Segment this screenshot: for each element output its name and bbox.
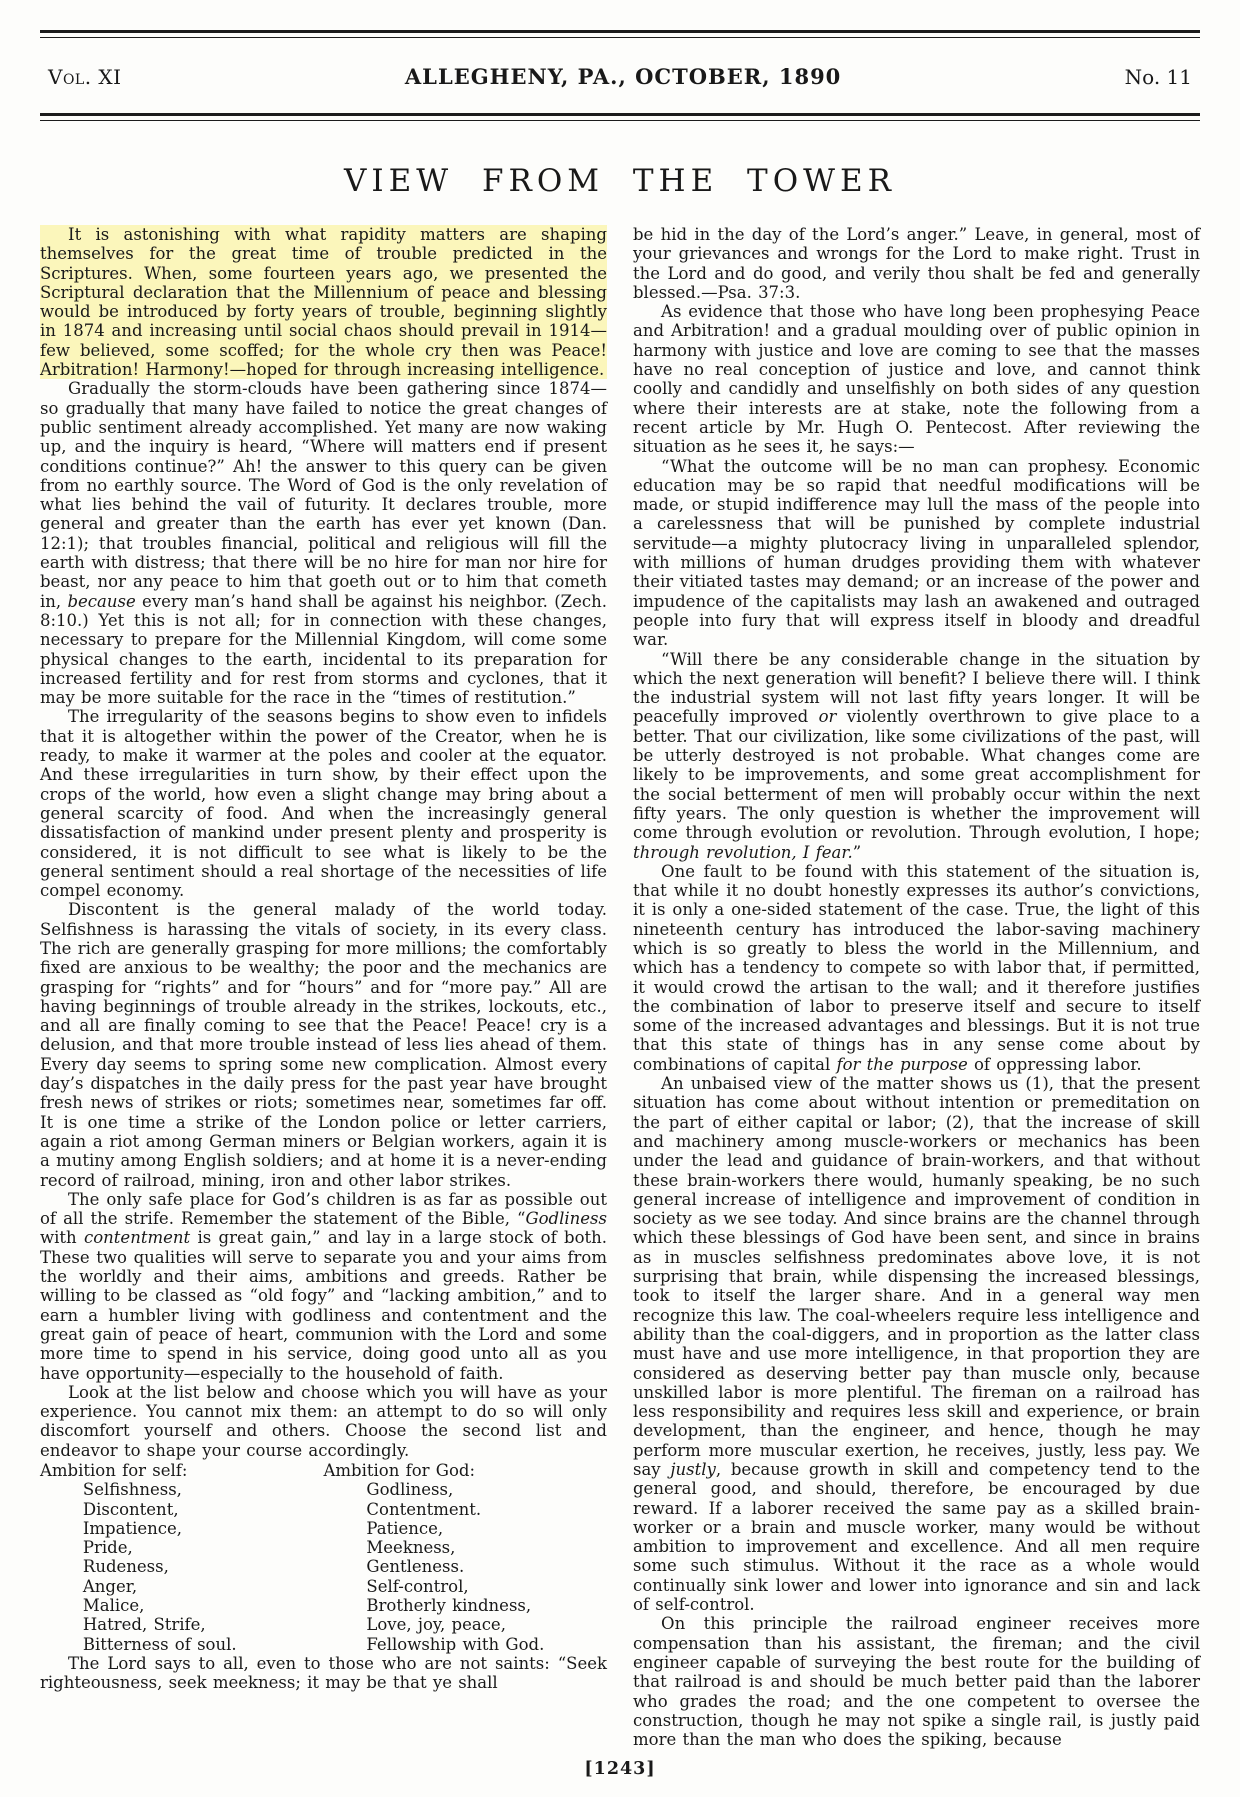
- ambition-god-item: Meekness,: [366, 1538, 456, 1558]
- page-number: [1243]: [584, 1759, 656, 1780]
- left-paragraph-4: Discontent is the general malady of the world today. Selfishness is harassing the vitals of society, in its every class. The rich are generally grasping for more millions; the comfortably fixed are anxious to be wealthy; the poor and the mechanics are grasping for “rights” and for “hours” and for “more pay.” All are having beginnings of trouble already in the strikes, lockouts, etc., and all are finally coming to see that the Peace! Peace! cry is a delusion, and that more trouble instead of less lies ahead of them. Every day seems to spring some new complication. Almost every day’s dispatches in the daily press for the past year have brought fresh news of strikes or riots; sometimes near, sometimes far off. It is one time a strike of the London police or letter carriers, again a riot among German miners or Belgian workers, again it is a mutiny among English soldiers; and at home it is a never-ending record of railroad, mining, iron and other labor strikes.: [40, 900, 607, 1190]
- left-closing-paragraph: The Lord says to all, even to those who are not saints: “Seek righteousness, seek meekness; it may be that ye shall: [40, 1653, 607, 1693]
- right-paragraph-7: On this principle the railroad engineer receives more compensation than his assistant, the fireman; and the civil engineer capable of surveying the best route for the building of that railroad is and should be much better paid than the laborer who grades the road; and the one competent to oversee the construction, though he may not spike a single rail, is justly paid more than the man who does the spiking, because: [633, 1614, 1200, 1750]
- right-column: [633, 225, 1200, 1749]
- article-columns: [40, 225, 1200, 1749]
- left-paragraph-6: Look at the list below and choose which you will have as your experience. You cannot mix them: an attempt to do so will only discomfort yourself and others. Choose the second list and endeavor to shape your course accordingly.: [40, 1382, 607, 1460]
- right-paragraph-2: As evidence that those who have long been prophesying Peace and Arbitration! and a gradual moulding over of public opinion in harmony with justice and love are coming to see that the masses have no real conception of justice and love, and cannot think coolly and candidly and unselfishly on both sides of any question where their interests are at stake, note the following from a recent article by Mr. Hugh O. Pentecost. After reviewing the situation as he sees it, he says:—: [633, 302, 1200, 457]
- ambition-god-column: [324, 1461, 608, 1654]
- ambition-self-item: Anger,: [82, 1576, 138, 1596]
- ambition-self-column: [40, 1461, 324, 1654]
- ambition-self-item: Rudeness,: [82, 1557, 169, 1577]
- ambition-god-item: Contentment.: [366, 1499, 482, 1519]
- right-paragraph-1: be hid in the day of the Lord’s anger.” Leave, in general, most of your grievances and wrongs for the Lord to make right. Trust in the Lord and do good, and verily thou shalt be fed and generally blessed.—Psa. 37:3.: [633, 225, 1200, 302]
- ambition-god-item: Brotherly kindness,: [366, 1596, 532, 1616]
- left-paragraph-2: Gradually the storm-clouds have been gathering since 1874—so gradually that many have failed to notice the great changes of public sentiment already accomplished. Yet many are now waking up, and the inquiry is heard, “Where will matters end if present conditions continue?” Ah! the answer to this query can be given from no earthly source. The Word of God is the only revelation of what lies behind the vail of futurity. It declares trouble, more general and greater than the earth has ever yet known (Dan. 12:1); that troubles financial, political and religious will fill the earth with distress; that there will be no hire for man nor hire for beast, nor any peace to him that goeth out or to him that cometh in, because every man’s hand shall be against his neighbor. (Zech. 8:10.) Yet this is not all; for in connection with these changes, necessary to prepare for the Millennial Kingdom, will come some physical changes to the earth, incidental to its preparation for increased fertility and for rest from storms and cyclones, that it may be more suitable for the race in the “times of restitution.”: [40, 379, 607, 708]
- masthead-bottom-rule: [40, 113, 1200, 121]
- ambition-god-item: Gentleness.: [366, 1557, 465, 1577]
- ambition-god-item: Fellowship with God.: [366, 1634, 545, 1654]
- ambition-self-item: Malice,: [82, 1596, 145, 1616]
- ambition-god-item: Self-control,: [366, 1576, 469, 1596]
- ambition-self-item: Discontent,: [82, 1499, 179, 1519]
- right-paragraph-3: “What the outcome will be no man can prophesy. Economic education may be so rapid that needful modifications will be made, or stupid indifference may lull the mass of the people into a carelessness that will be punished by complete industrial servitude—a mighty plutocracy living in unparalleled splendor, with millions of human drudges providing them with whatever their vitiated tastes may demand; or an increase of the power and impudence of the capitalists may lash an awakened and outraged people into fury that will express itself in bloody and dreadful war.: [633, 456, 1200, 650]
- ambition-self-item: Pride,: [82, 1538, 133, 1558]
- ambition-self-item: Impatience,: [82, 1518, 183, 1538]
- right-paragraph-4: “Will there be any considerable change in the situation by which the next generation will benefit? I believe there will. I think the industrial system will not last fifty years longer. It will be peacefully improved or violently overthrown to give place to a better. That our civilization, like some civilizations of the past, will be utterly destroyed is not probable. What changes come are likely to be improvements, and some great accomplishment for the social betterment of men will probably occur within the next fifty years. The only question is whether the improvement will come through evolution or revolution. Through evolution, I hope; through revolution, I fear.”: [633, 649, 1200, 862]
- ambition-self-item: Hatred, Strife,: [82, 1615, 206, 1635]
- left-column: [40, 225, 607, 1749]
- masthead-dateline: ALLEGHENY, PA., OCTOBER, 1890: [404, 64, 842, 89]
- ambition-god-item: Love, joy, peace,: [366, 1615, 506, 1635]
- ambition-self-list: [40, 1480, 324, 1654]
- left-paragraph-5: The only safe place for God’s children is as far as possible out of all the strife. Remember the statement of the Bible, “Godliness with contentment is great gain,” and lay in a large stock of both. These two qualities will serve to separate you and your aims from the worldly and their aims, ambitions and greeds. Rather be willing to be classed as “old fogy” and “lacking ambition,” and to earn a humbler living with godliness and contentment and the great gain of peace of heart, communion with the Lord and some more time to spend in his service, doing good unto all as you have opportunity—especially to the household of faith.: [40, 1189, 608, 1383]
- right-paragraph-6: An unbaised view of the matter shows us (1), that the present situation has come about without intention or premeditation on the part of either capital or labor; (2), that the increase of skill and machinery among muscle-workers or mechanics has been under the lead and guidance of brain-workers, and that without these brain-workers there would, humanly speaking, be no such general increase of intelligence and improvement of condition in society as we see today. And since brains are the channel through which these blessings of God have been sent, and since in brains as in muscles selfishness predominates above love, it is not surprising that brain, while dispensing the increased blessings, took to itself the larger share. And in a general way men recognize this law. The coal-wheelers require less intelligence and ability than the coal-diggers, and in proportion as the latter class must have and use more intelligence, in that proportion they are considered as deserving better pay than muscle only, because unskilled labor is more plentiful. The fireman on a railroad has less responsibility and requires less skill and experience, or brain development, than the engineer, and hence, though he may perform more muscular exertion, he receives, justly, less pay. We say justly, because growth in skill and competency tend to the general good, and should, therefore, be encouraged by due reward. If a laborer received the same pay as a skilled brain-worker or a brain and muscle worker, many would be without ambition to improvement and excellence. And all men require some such stimulus. Without it the race as a whole would continually sink lower and lower into ignorance and sin and lack of self-control.: [633, 1074, 1201, 1615]
- ambition-self-item: Bitterness of soul.: [82, 1634, 237, 1654]
- masthead-issue-number: No. 11: [1124, 65, 1192, 89]
- right-paragraph-5: One fault to be found with this statement of the situation is, that while it no doubt honestly expresses its author’s convictions, it is only a one-sided statement of the case. True, the light of this nineteenth century has introduced the labor-saving machinery which is so greatly to bless the world in the Millennium, and which has a tendency to compete so with labor that, if permitted, it would crowd the artisan to the wall; and it therefore justifies the combination of labor to preserve itself and secure to itself some of the increased advantages and blessings. But it is not true that this state of things has in any sense come about by combinations of capital for the purpose of oppressing labor.: [633, 861, 1200, 1074]
- masthead-volume: Vol. XI: [48, 65, 122, 89]
- ambition-lists: [40, 1461, 607, 1654]
- ambition-god-heading: Ambition for God:: [323, 1461, 476, 1480]
- left-paragraph-3: The irregularity of the seasons begins to show even to infidels that it is altogether within the power of the Creator, when he is ready, to make it warmer at the poles and cooler at the equator. And these irregularities in turn show, by their effect upon the crops of the world, how even a slight change may bring about a general scarcity of food. And when the increasingly general dissatisfaction of mankind under present plenty and prosperity is considered, it is not difficult to see what is likely to be the general sentiment should a real shortage of the necessities of life compel economy.: [40, 707, 607, 901]
- masthead: [40, 38, 1200, 113]
- page-title: VIEW FROM THE TOWER: [344, 163, 896, 199]
- top-rule: [40, 30, 1200, 38]
- left-paragraph-1-highlighted: It is astonishing with what rapidity matters are shaping themselves for the great time of trouble predicted in the Scriptures. When, some fourteen years ago, we presented the Scriptural declaration that the Millennium of peace and blessing would be introduced by forty years of trouble, beginning slightly in 1874 and increasing until social chaos should prevail in 1914—few believed, some scoffed; for the whole cry then was Peace! Arbitration! Harmony!—hoped for through increasing intelligence.: [40, 225, 607, 380]
- ambition-god-list: [324, 1480, 608, 1654]
- ambition-god-item: Patience,: [366, 1518, 444, 1538]
- ambition-self-item: Selfishness,: [82, 1480, 182, 1500]
- ambition-god-item: Godliness,: [366, 1480, 454, 1500]
- ambition-self-heading: Ambition for self:: [40, 1461, 188, 1480]
